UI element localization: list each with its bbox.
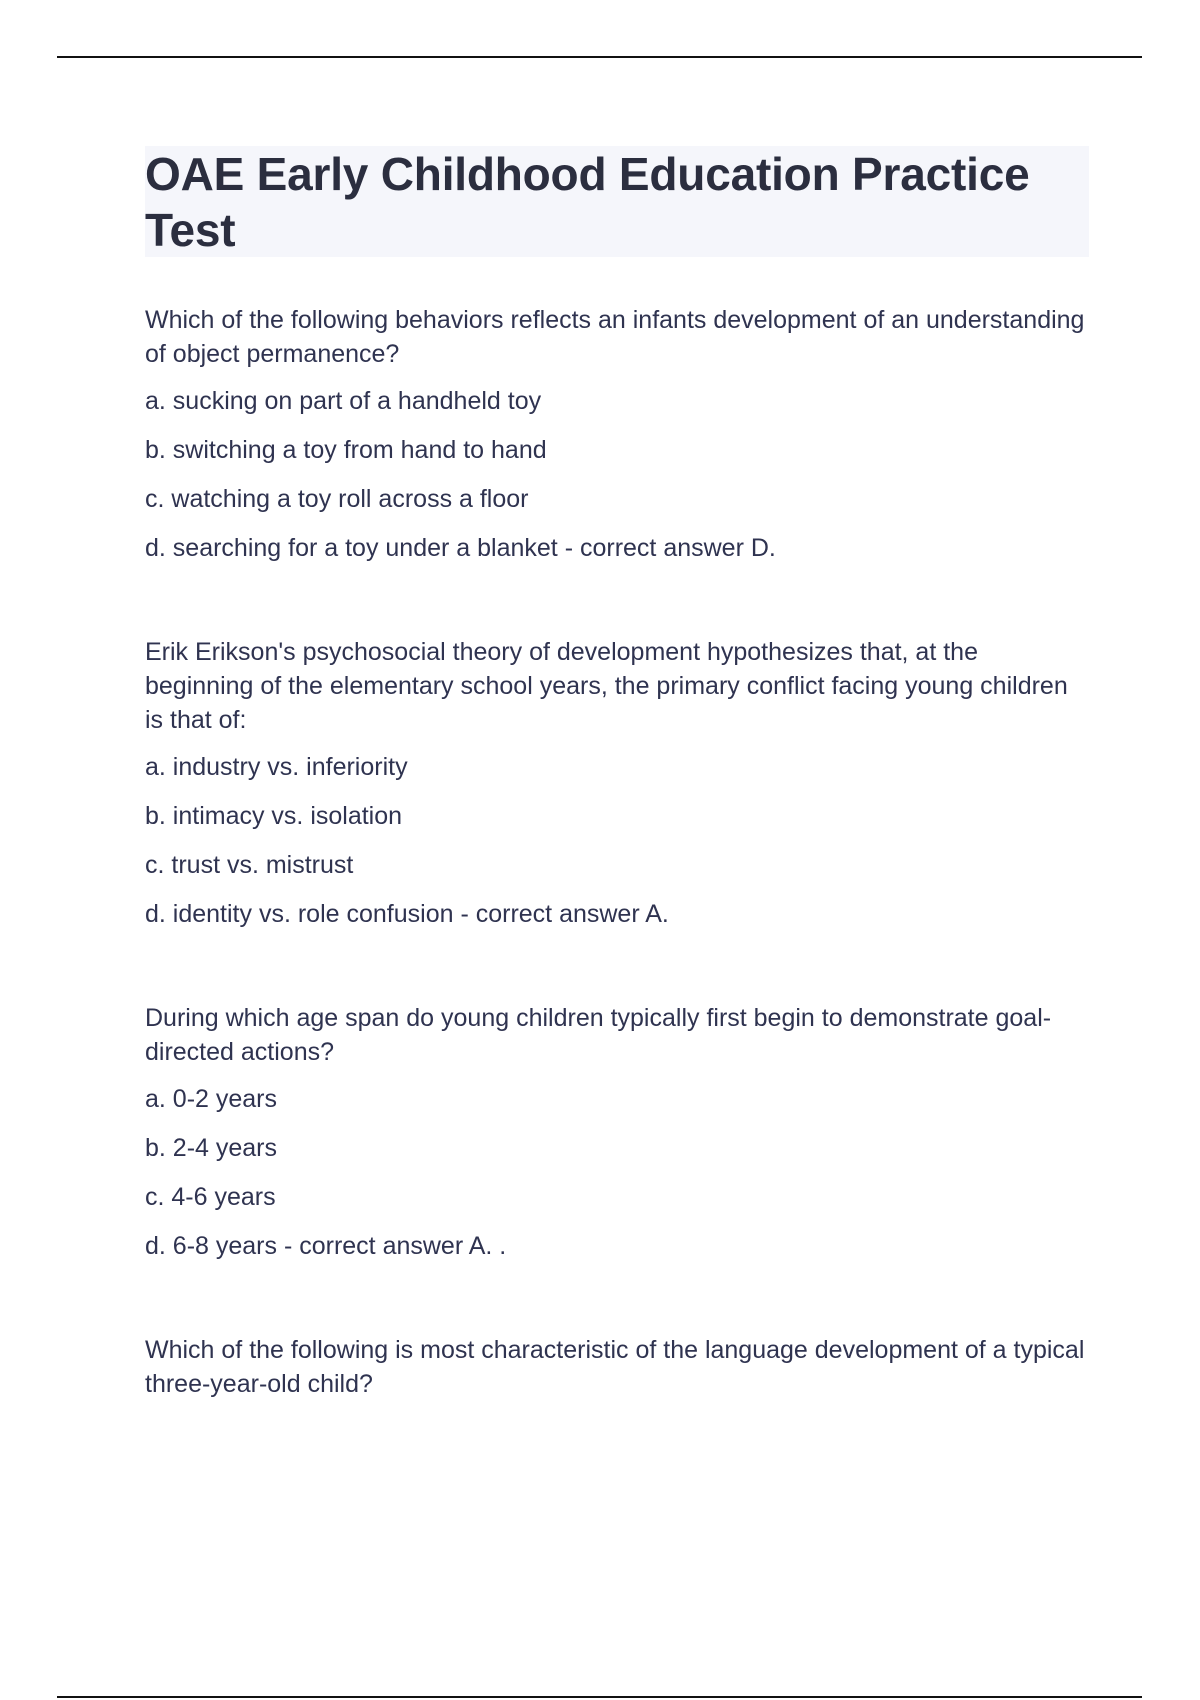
answer-option: c. watching a toy roll across a floor (145, 485, 529, 513)
question-block (145, 1001, 1089, 1263)
question-block (145, 303, 1089, 565)
answer-option: d. 6-8 years - correct answer A. . (145, 1232, 507, 1260)
answer-option: a. 0-2 years (145, 1085, 278, 1113)
answer-options (145, 750, 1089, 931)
question-spacer (145, 1303, 1089, 1333)
title-block (145, 146, 1089, 257)
question-text: Which of the following behaviors reflects an infants development of an understanding of object permanence? (145, 306, 1085, 368)
answer-option: c. 4-6 years (145, 1183, 276, 1211)
answer-option: d. searching for a toy under a blanket - correct answer D. (145, 534, 776, 562)
question-block (145, 635, 1089, 931)
answer-options (145, 384, 1089, 565)
document-title: OAE Early Childhood Education Practice Test (145, 148, 1030, 256)
answer-option: a. industry vs. inferiority (145, 753, 408, 781)
question-spacer (145, 971, 1089, 1001)
question-spacer (145, 605, 1089, 635)
answer-option: a. sucking on part of a handheld toy (145, 387, 542, 415)
answer-option: d. identity vs. role confusion - correct answer A. (145, 900, 669, 928)
page-bottom-rule (57, 1696, 1142, 1698)
answer-option: c. trust vs. mistrust (145, 851, 354, 879)
answer-option: b. switching a toy from hand to hand (145, 436, 547, 464)
answer-options (145, 1082, 1089, 1263)
question-text: During which age span do young children typically first begin to demonstrate goal-directed actions? (145, 1004, 1052, 1066)
page-top-rule (57, 56, 1142, 58)
question-text: Erik Erikson's psychosocial theory of development hypothesizes that, at the beginning of the elementary school years, the primary conflict facing young children is that of: (145, 638, 1068, 734)
question-list (145, 303, 1089, 1441)
answer-option: b. intimacy vs. isolation (145, 802, 403, 830)
answer-option: b. 2-4 years (145, 1134, 278, 1162)
question-text: Which of the following is most characteristic of the language development of a typical three-year-old child? (145, 1336, 1085, 1398)
question-block (145, 1333, 1089, 1401)
